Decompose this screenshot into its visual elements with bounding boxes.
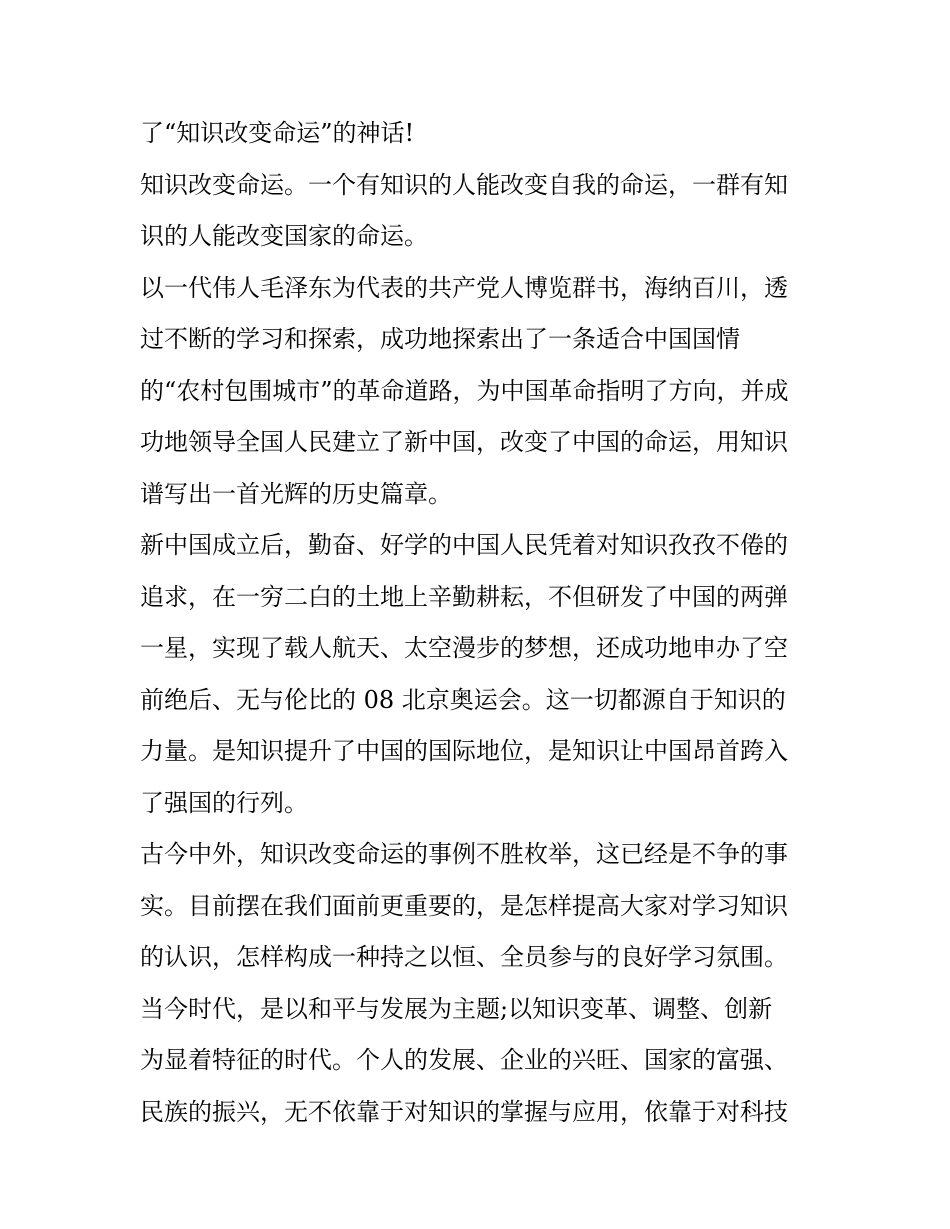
text-line: 的“农村包围城市”的革命道路，为中国革命指明了方向，并成 — [140, 376, 789, 405]
text-line: 一星，实现了载人航天、太空漫步的梦想，还成功地申办了空 — [140, 634, 788, 662]
text-line: 知识改变命运。一个有知识的人能改变自我的命运，一群有知 — [140, 170, 788, 199]
text-line: 为显着特征的时代。个人的发展、企业的兴旺、国家的富强、 — [140, 1046, 788, 1074]
body-text — [140, 108, 820, 1138]
text-line: 实。目前摆在我们面前更重要的，是怎样提高大家对学习知识 — [140, 891, 788, 920]
text-line: 新中国成立后，勤奋、好学的中国人民凭着对知识孜孜不倦的 — [140, 531, 788, 559]
text-line: 民族的振兴，无不依靠于对知识的掌握与应用，依靠于对科技 — [140, 1097, 788, 1126]
text-line: 识的人能改变国家的命运。 — [140, 222, 428, 250]
text-line: 了“知识改变命运”的神话! — [140, 119, 415, 147]
text-line: 当今时代，是以和平与发展为主题;以知识变革、调整、创新 — [140, 994, 773, 1023]
text-line: 的认识，怎样构成一种持之以恒、全员参与的良好学习氛围。 — [140, 943, 788, 971]
text-line: 追求，在一穷二白的土地上辛勤耕耘，不但研发了中国的两弹 — [140, 582, 788, 611]
text-line: 力量。是知识提升了中国的国际地位，是知识让中国昂首跨入 — [140, 737, 788, 765]
text-line: 功地领导全国人民建立了新中国，改变了中国的命运，用知识 — [140, 428, 788, 456]
text-line: 古今中外，知识改变命运的事例不胜枚举，这已经是不争的事 — [140, 840, 788, 868]
text-line: 了强国的行列。 — [140, 788, 308, 817]
text-line: 过不断的学习和探索，成功地探索出了一条适合中国国情 — [140, 325, 740, 353]
text-line: 以一代伟人毛泽东为代表的共产党人博览群书，海纳百川，透 — [140, 273, 788, 302]
text-line: 谱写出一首光辉的历史篇章。 — [140, 479, 452, 508]
text-line: 前绝后、无与伦比的 08 北京奥运会。这一切都源自于知识的 — [140, 685, 786, 714]
